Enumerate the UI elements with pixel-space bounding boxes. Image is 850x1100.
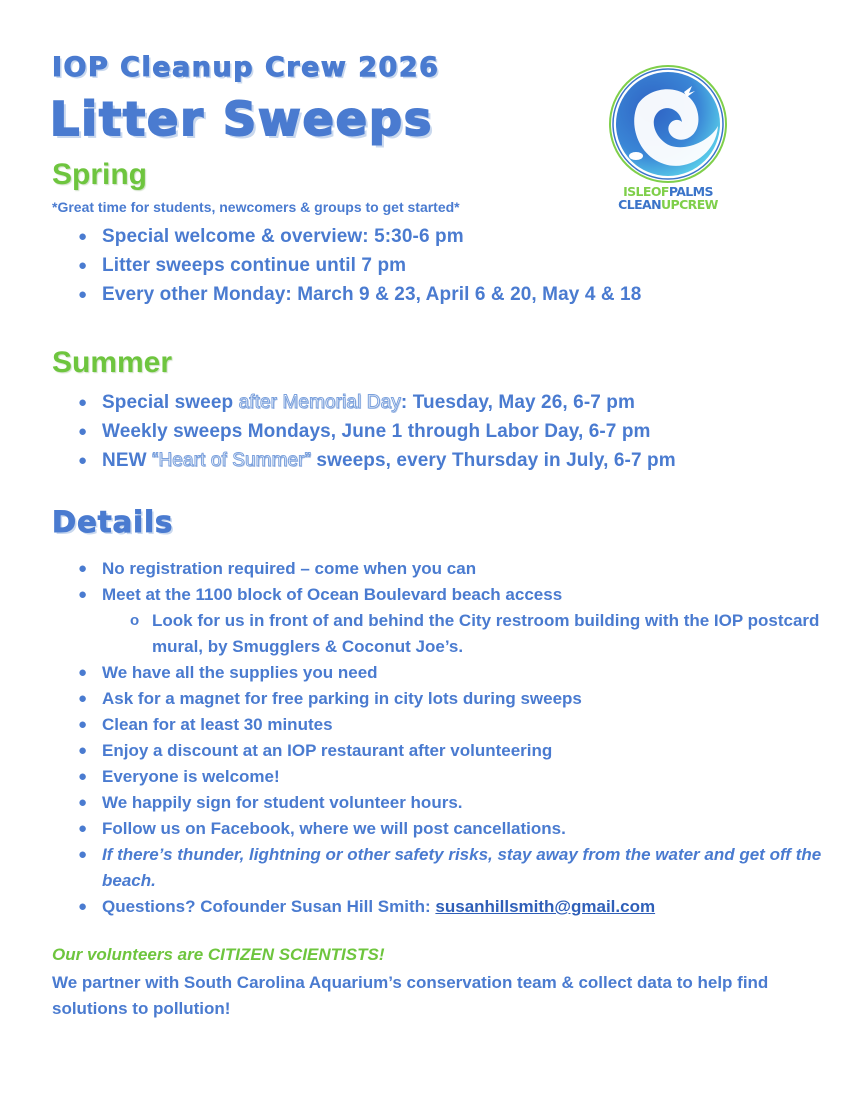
- citizen-scientists-text: Our volunteers are CITIZEN SCIENTISTS!: [52, 945, 385, 964]
- spring-heading: Spring: [52, 158, 147, 191]
- hollow-bullet-icon: o: [130, 612, 140, 629]
- list-item: ● NEW “Heart of Summer” sweeps, every Thursday in July, 6-7 pm: [52, 446, 676, 475]
- details-list: [52, 556, 822, 920]
- spring-note: *Great time for students, newcomers & groups to get started*: [52, 199, 460, 215]
- partner-text: We partner with South Carolina Aquarium’s conservation team & collect data to help find solutions to pollution!: [52, 973, 769, 1018]
- list-item-questions: ● Questions? Cofounder Susan Hill Smith: susanhillsmith@gmail.com: [52, 894, 822, 920]
- bullet-icon: ●: [78, 664, 88, 681]
- list-item: ● Meet at the 1100 block of Ocean Boulevard beach access: [52, 582, 822, 608]
- list-item: ● Every other Monday: March 9 & 23, April 6 & 20, May 4 & 18: [52, 280, 641, 309]
- list-item: ● We happily sign for student volunteer hours.: [52, 790, 822, 816]
- bullet-icon: ●: [78, 794, 88, 811]
- list-item: ● We have all the supplies you need: [52, 660, 822, 686]
- list-subitem: o Look for us in front of and behind the City restroom building with the IOP postcard mural, by Smugglers & Coconut Joe’s.: [52, 608, 822, 660]
- summer-heading: Summer: [52, 346, 173, 379]
- bullet-icon: ●: [78, 690, 88, 707]
- bullet-icon: ●: [78, 286, 88, 303]
- page-title-line2: Litter Sweeps: [50, 92, 434, 146]
- bullet-icon: ●: [78, 846, 88, 863]
- highlight-text: “Heart of Summer”: [152, 450, 312, 471]
- summer-list: [52, 388, 676, 475]
- list-item: ● Everyone is welcome!: [52, 764, 822, 790]
- bullet-icon: ●: [78, 257, 88, 274]
- bullet-icon: ●: [78, 394, 88, 411]
- bullet-icon: ●: [78, 560, 88, 577]
- details-heading: Details: [52, 505, 174, 539]
- bullet-icon: ●: [78, 820, 88, 837]
- list-item: ● Enjoy a discount at an IOP restaurant after volunteering: [52, 738, 822, 764]
- spring-list: [52, 222, 641, 309]
- list-item: ● Special sweep after Memorial Day: Tuesday, May 26, 6-7 pm: [52, 388, 676, 417]
- logo-text-cleanup-crew: CLEANUPCREW: [618, 197, 718, 212]
- list-item: ● Litter sweeps continue until 7 pm: [52, 251, 641, 280]
- list-item: ● Weekly sweeps Mondays, June 1 through Labor Day, 6-7 pm: [52, 417, 676, 446]
- list-item: ● Follow us on Facebook, where we will post cancellations.: [52, 816, 822, 842]
- list-item: ● No registration required – come when you can: [52, 556, 822, 582]
- bullet-icon: ●: [78, 898, 88, 915]
- bullet-icon: ●: [78, 228, 88, 245]
- bullet-icon: ●: [78, 768, 88, 785]
- email-link[interactable]: susanhillsmith@gmail.com: [435, 897, 656, 916]
- bullet-icon: ●: [78, 423, 88, 440]
- wave-logo-icon: [598, 64, 738, 184]
- list-item-safety: ● If there’s thunder, lightning or other safety risks, stay away from the water and get off the beach.: [52, 842, 822, 894]
- bullet-icon: ●: [78, 586, 88, 603]
- iop-cleanup-crew-logo: [598, 64, 738, 224]
- list-item: ● Clean for at least 30 minutes: [52, 712, 822, 738]
- list-item: ● Ask for a magnet for free parking in city lots during sweeps: [52, 686, 822, 712]
- bullet-icon: ●: [78, 742, 88, 759]
- list-item: ● Special welcome & overview: 5:30-6 pm: [52, 222, 641, 251]
- page-title-line1: IOP Cleanup Crew 2026: [52, 52, 440, 83]
- highlight-text: after Memorial Day: [238, 392, 401, 413]
- logo-text-isle-of-palms: ISLEOFPALMS: [623, 184, 713, 199]
- bullet-icon: ●: [78, 452, 88, 469]
- bullet-icon: ●: [78, 716, 88, 733]
